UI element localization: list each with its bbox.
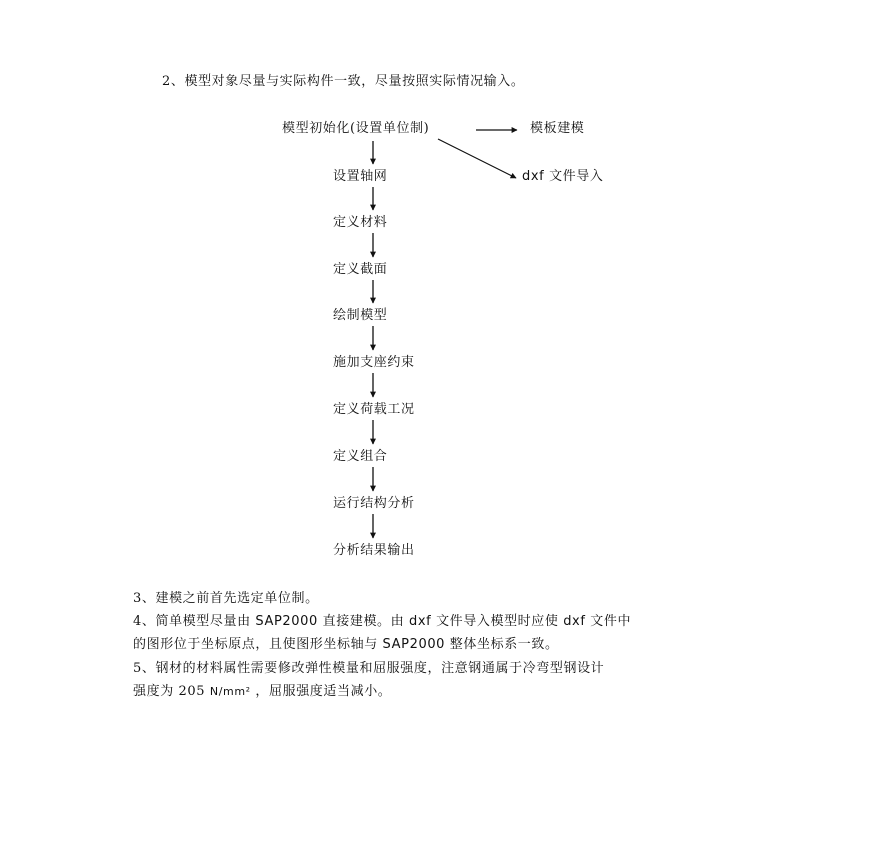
flow-step: 绘制模型 bbox=[333, 308, 388, 323]
flow-step: 施加支座约束 bbox=[333, 355, 415, 370]
sap2000-term: SAP2000 bbox=[382, 637, 446, 652]
intro-line: 2、模型对象尽量与实际构件一致，尽量按照实际情况输入。 bbox=[162, 74, 525, 89]
flow-step: 定义荷载工况 bbox=[333, 402, 415, 417]
flow-template: 模板建模 bbox=[530, 121, 585, 136]
note-5-text-b: ，屈服强度适当减小。 bbox=[255, 684, 392, 699]
flow-step: 定义截面 bbox=[333, 262, 388, 277]
flow-step: 运行结构分析 bbox=[333, 496, 415, 511]
note-5-line2 bbox=[133, 684, 391, 700]
arrow-to-dxf bbox=[438, 139, 516, 178]
note-4-text-c: 文件导入模型时应使 bbox=[436, 614, 559, 629]
note-4-text-f: 整体坐标系一致。 bbox=[449, 637, 559, 652]
note-4-text-b: 直接建模。由 bbox=[322, 614, 405, 629]
note-4-line2 bbox=[133, 637, 559, 653]
note-4-text-e: 的图形位于坐标原点，且使图形坐标轴与 bbox=[133, 637, 378, 652]
flow-dxf-label: dxf bbox=[522, 169, 545, 184]
note-5-text-a: 强度为 205 bbox=[133, 684, 206, 699]
flow-step: 分析结果输出 bbox=[333, 543, 415, 558]
flow-step: 定义材料 bbox=[333, 215, 388, 230]
dxf-term: dxf bbox=[409, 614, 432, 629]
unit-label: N/mm² bbox=[209, 685, 251, 698]
sap2000-term: SAP2000 bbox=[255, 614, 318, 629]
note-5-line1: 5、钢材的材料属性需要修改弹性模量和屈服强度，注意钢通属于冷弯型钢设计 bbox=[133, 661, 605, 676]
flow-init: 模型初始化(设置单位制) bbox=[282, 121, 430, 136]
note-4-text-d: 文件中 bbox=[590, 614, 632, 629]
note-4-text-a: 4、简单模型尽量由 bbox=[133, 614, 251, 629]
flow-dxf-suffix: 文件导入 bbox=[549, 169, 604, 184]
flow-step: 定义组合 bbox=[333, 449, 388, 464]
note-4-line1 bbox=[133, 614, 631, 630]
note-3: 3、建模之前首先选定单位制。 bbox=[133, 591, 319, 606]
dxf-term: dxf bbox=[563, 614, 586, 629]
flow-step: 设置轴网 bbox=[333, 169, 388, 184]
